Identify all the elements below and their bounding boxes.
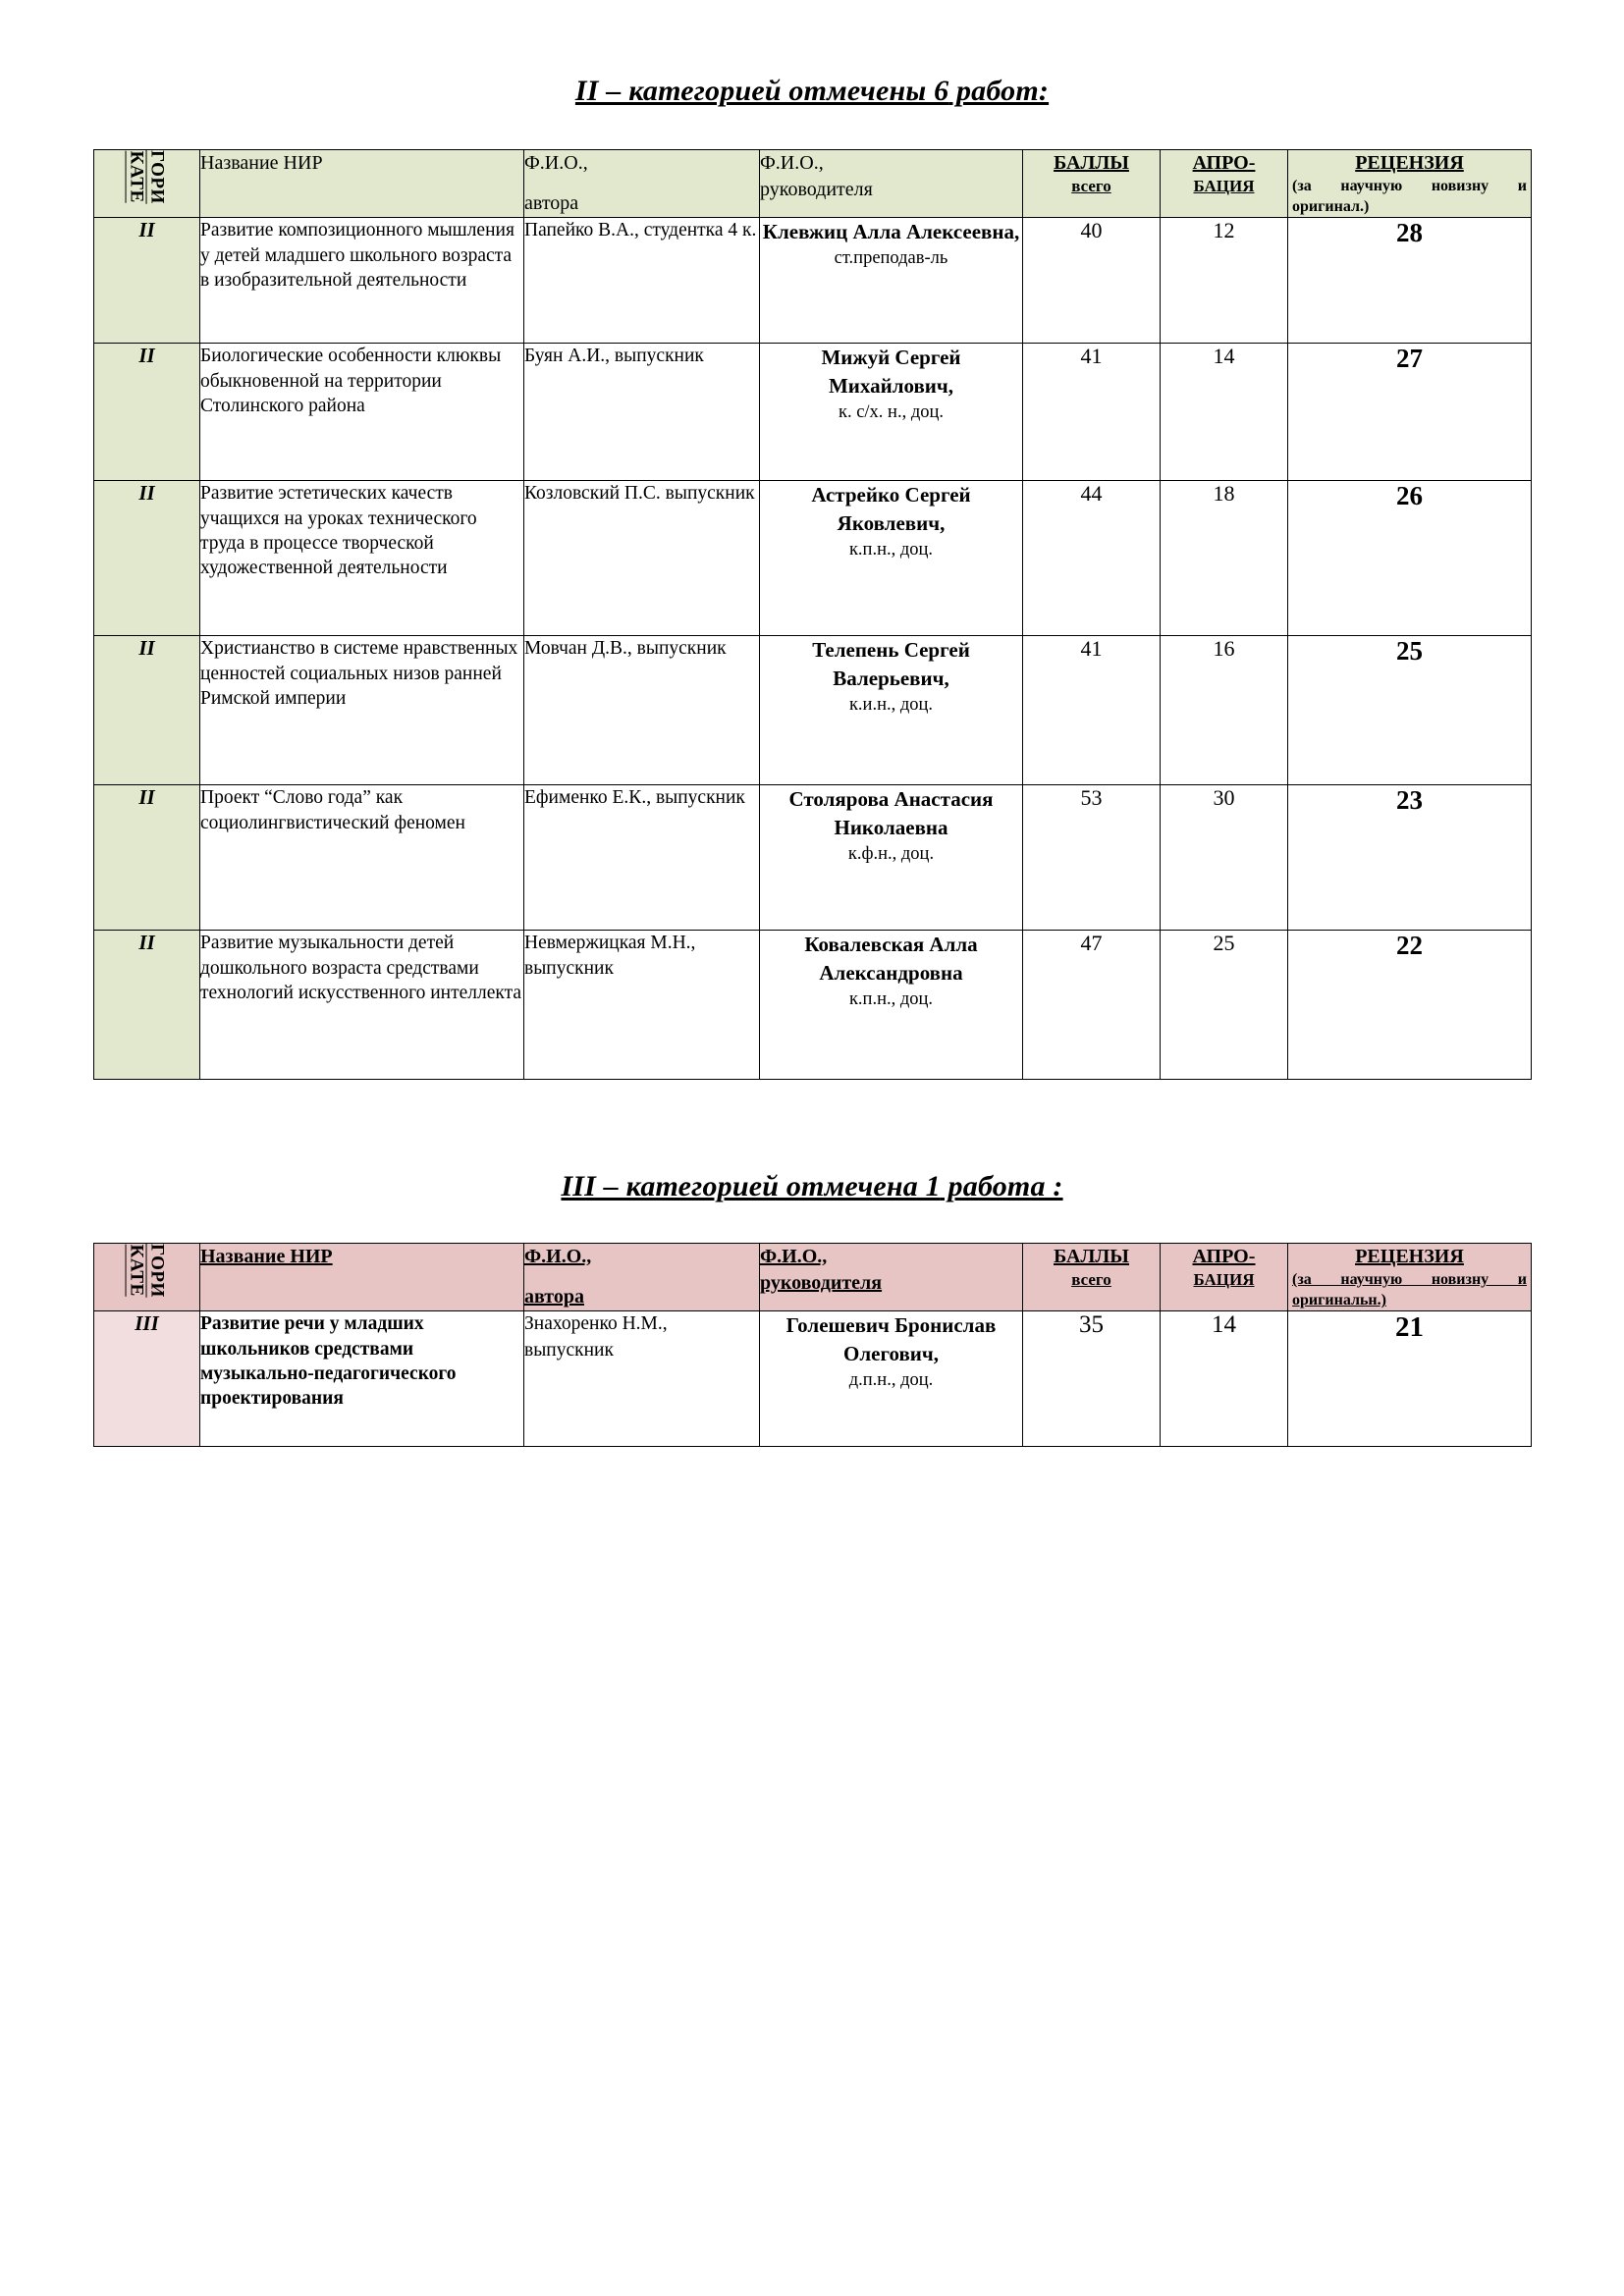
column-header-category-line1: КАТЕ bbox=[126, 150, 147, 203]
cell-approbation: 12 bbox=[1161, 218, 1288, 344]
cell-author: Знахоренко Н.М., выпускник bbox=[524, 1311, 760, 1447]
column-header-author-line2: автора bbox=[524, 1286, 584, 1308]
cell-name: Проект “Слово года” как социолингвистический феномен bbox=[200, 785, 524, 931]
column-header-approbation bbox=[1161, 150, 1288, 218]
table-row bbox=[94, 1311, 1532, 1447]
cell-review: 27 bbox=[1288, 344, 1532, 481]
column-header-author bbox=[524, 150, 760, 218]
column-header-approbation bbox=[1161, 1244, 1288, 1311]
cell-name: Развитие речи у младших школьников средствами музыкально-педагогического проектирования bbox=[200, 1311, 524, 1447]
table-row bbox=[94, 344, 1532, 481]
cell-score: 44 bbox=[1023, 481, 1161, 636]
column-header-score-line2: всего bbox=[1071, 1270, 1111, 1290]
cell-supervisor-degree: ст.преподав-ль bbox=[834, 248, 948, 269]
cell-name: Христианство в системе нравственных ценностей социальных низов ранней Римской империи bbox=[200, 636, 524, 785]
cell-supervisor-degree: к.п.н., доц. bbox=[848, 989, 934, 1010]
column-header-author-line1: Ф.И.О., bbox=[524, 1246, 592, 1268]
cell-review: 26 bbox=[1288, 481, 1532, 636]
results-table-category-ii bbox=[93, 149, 1532, 1080]
column-header-review-line2: (за научную новизну и оригинал.) bbox=[1292, 178, 1527, 216]
column-header-approbation-line1: АПРО- bbox=[1192, 152, 1256, 174]
cell-score: 53 bbox=[1023, 785, 1161, 931]
cell-name: Биологические особенности клюквы обыкновенной на территории Столинского района bbox=[200, 344, 524, 481]
table-row bbox=[94, 481, 1532, 636]
cell-author: Козловский П.С. выпускник bbox=[524, 481, 760, 636]
column-header-category bbox=[94, 150, 200, 218]
cell-review: 28 bbox=[1288, 218, 1532, 344]
cell-author: Папейко В.А., студентка 4 к. bbox=[524, 218, 760, 344]
cell-supervisor-name: Голешевич Бронислав Олегович, bbox=[785, 1313, 997, 1366]
cell-category: III bbox=[94, 1311, 200, 1447]
cell-review: 25 bbox=[1288, 636, 1532, 785]
cell-supervisor-name: Столярова Анастасия Николаевна bbox=[788, 787, 994, 840]
cell-supervisor-degree: д.п.н., доц. bbox=[848, 1370, 934, 1391]
cell-review: 23 bbox=[1288, 785, 1532, 931]
cell-score: 35 bbox=[1023, 1311, 1161, 1447]
table-header-row bbox=[94, 1244, 1532, 1311]
column-header-category-line2: ГОРИ bbox=[146, 150, 168, 204]
column-header-author bbox=[524, 1244, 760, 1311]
column-header-supervisor-line1: Ф.И.О., bbox=[760, 152, 824, 174]
table-row bbox=[94, 636, 1532, 785]
column-header-supervisor bbox=[760, 1244, 1023, 1311]
cell-author: Буян А.И., выпускник bbox=[524, 344, 760, 481]
column-header-score bbox=[1023, 1244, 1161, 1311]
column-header-approbation-line1: АПРО- bbox=[1192, 1246, 1256, 1268]
cell-supervisor-degree: к.ф.н., доц. bbox=[847, 844, 935, 865]
section-heading-category-iii bbox=[93, 1170, 1531, 1203]
column-header-supervisor-line2: руководителя bbox=[760, 1272, 883, 1295]
section-heading-category-ii-text: II – категорией отмечены 6 bbox=[574, 75, 949, 107]
column-header-review-line1: РЕЦЕНЗИЯ bbox=[1355, 1246, 1464, 1268]
column-header-approbation-line2: БАЦИЯ bbox=[1193, 177, 1255, 195]
cell-supervisor-name: Астрейко Сергей Яковлевич, bbox=[811, 483, 971, 536]
column-header-name: Название НИР bbox=[200, 1244, 524, 1311]
table-row bbox=[94, 218, 1532, 344]
column-header-score-line1: БАЛЛЫ bbox=[1054, 1246, 1129, 1268]
cell-score: 41 bbox=[1023, 344, 1161, 481]
column-header-category bbox=[94, 1244, 200, 1311]
column-header-review bbox=[1288, 1244, 1532, 1311]
column-header-review-line2: (за научную новизну и оригинальн.) bbox=[1292, 1271, 1527, 1309]
column-header-review bbox=[1288, 150, 1532, 218]
column-header-name: Название НИР bbox=[200, 150, 524, 218]
cell-category: II bbox=[94, 218, 200, 344]
section-heading-category-ii-suffix: работ: bbox=[948, 75, 1050, 107]
column-header-category-line2: ГОРИ bbox=[146, 1244, 168, 1298]
cell-supervisor bbox=[760, 1311, 1023, 1447]
table-header-row bbox=[94, 150, 1532, 218]
column-header-score-line2: всего bbox=[1071, 177, 1111, 195]
cell-approbation: 18 bbox=[1161, 481, 1288, 636]
table-row bbox=[94, 931, 1532, 1080]
cell-category: II bbox=[94, 785, 200, 931]
cell-supervisor bbox=[760, 344, 1023, 481]
column-header-author-line2: автора bbox=[524, 191, 579, 214]
column-header-score-line1: БАЛЛЫ bbox=[1054, 152, 1129, 174]
section-heading-category-iii-text: III – категорией отмечена 1 bbox=[561, 1170, 941, 1203]
cell-review: 21 bbox=[1288, 1311, 1532, 1447]
cell-supervisor bbox=[760, 785, 1023, 931]
cell-author: Невмержицкая М.Н., выпускник bbox=[524, 931, 760, 1080]
column-header-score bbox=[1023, 150, 1161, 218]
cell-category: II bbox=[94, 344, 200, 481]
column-header-review-line1: РЕЦЕНЗИЯ bbox=[1355, 152, 1464, 174]
cell-category: II bbox=[94, 481, 200, 636]
cell-approbation: 30 bbox=[1161, 785, 1288, 931]
cell-supervisor-degree: к.п.н., доц. bbox=[848, 540, 934, 561]
column-header-author-line1: Ф.И.О., bbox=[524, 152, 588, 174]
cell-supervisor bbox=[760, 218, 1023, 344]
cell-supervisor-name: Мижуй Сергей Михайлович, bbox=[821, 346, 961, 399]
cell-approbation: 25 bbox=[1161, 931, 1288, 1080]
column-header-supervisor-line2: руководителя bbox=[760, 178, 873, 200]
cell-score: 41 bbox=[1023, 636, 1161, 785]
cell-supervisor bbox=[760, 931, 1023, 1080]
cell-approbation: 16 bbox=[1161, 636, 1288, 785]
column-header-supervisor-line1: Ф.И.О., bbox=[760, 1246, 828, 1268]
cell-supervisor bbox=[760, 481, 1023, 636]
cell-author: Мовчан Д.В., выпускник bbox=[524, 636, 760, 785]
column-header-supervisor bbox=[760, 150, 1023, 218]
cell-supervisor-name: Ковалевская Алла Александровна bbox=[804, 933, 978, 986]
cell-category: II bbox=[94, 636, 200, 785]
cell-supervisor bbox=[760, 636, 1023, 785]
cell-author: Ефименко Е.К., выпускник bbox=[524, 785, 760, 931]
cell-name: Развитие музыкальности детей дошкольного возраста средствами технологий искусственного интеллекта bbox=[200, 931, 524, 1080]
section-heading-category-iii-suffix: работа : bbox=[940, 1170, 1063, 1203]
cell-score: 40 bbox=[1023, 218, 1161, 344]
cell-supervisor-degree: к.и.н., доц. bbox=[848, 695, 934, 716]
column-header-category-line1: КАТЕ bbox=[126, 1245, 147, 1298]
cell-name: Развитие композиционного мышления у детей младшего школьного возраста в изобразительной деятельности bbox=[200, 218, 524, 344]
table-row bbox=[94, 785, 1532, 931]
cell-approbation: 14 bbox=[1161, 1311, 1288, 1447]
cell-score: 47 bbox=[1023, 931, 1161, 1080]
cell-supervisor-degree: к. с/х. н., доц. bbox=[838, 402, 945, 423]
cell-approbation: 14 bbox=[1161, 344, 1288, 481]
cell-category: II bbox=[94, 931, 200, 1080]
section-heading-category-ii bbox=[93, 75, 1531, 108]
column-header-approbation-line2: БАЦИЯ bbox=[1193, 1270, 1255, 1290]
results-table-category-iii bbox=[93, 1243, 1532, 1447]
cell-supervisor-name: Телепень Сергей Валерьевич, bbox=[812, 638, 970, 691]
cell-review: 22 bbox=[1288, 931, 1532, 1080]
cell-name: Развитие эстетических качеств учащихся на уроках технического труда в процессе творческой художественной деятельности bbox=[200, 481, 524, 636]
cell-supervisor-name: Клевжиц Алла Алексеевна, bbox=[762, 220, 1020, 244]
